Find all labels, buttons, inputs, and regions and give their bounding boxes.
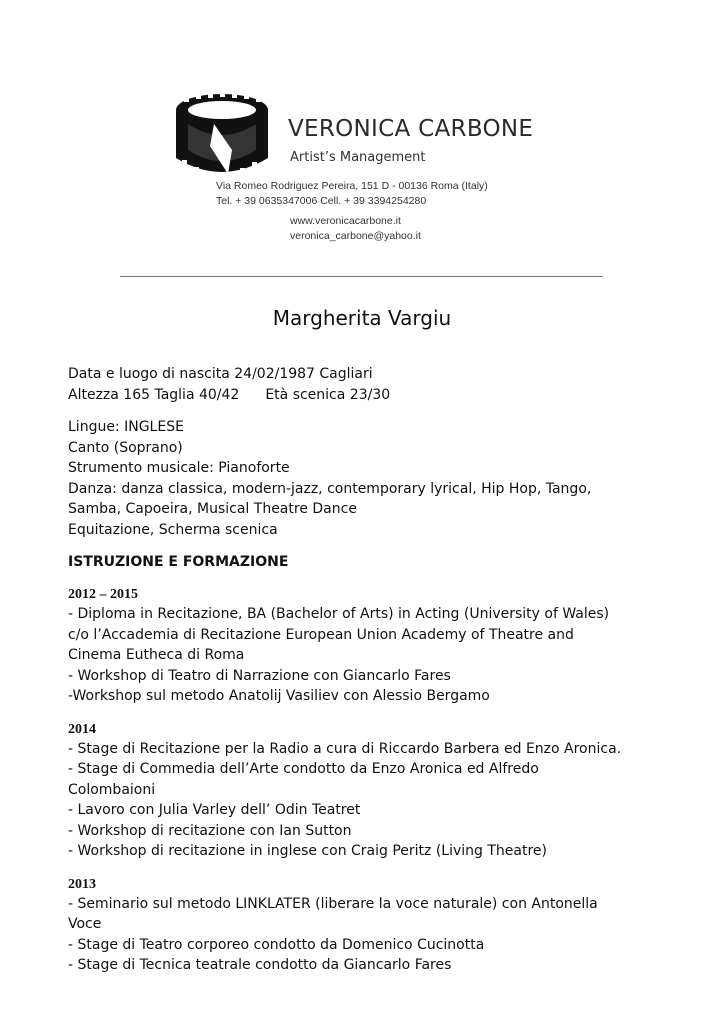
- other-skills: Equitazione, Scherma scenica: [68, 521, 278, 538]
- list-item: - Workshop di Teatro di Narrazione con Giancarlo Fares: [68, 667, 451, 684]
- list-item: - Diploma in Recitazione, BA (Bachelor of Arts) in Acting (University of Wales): [68, 606, 610, 622]
- singing: Canto (Soprano): [68, 439, 183, 456]
- instrument: Strumento musicale: Pianoforte: [68, 460, 290, 476]
- year-heading: 2014: [68, 721, 96, 737]
- agency-email[interactable]: veronica_carbone@yahoo.it: [290, 230, 421, 242]
- stage-age: Età scenica 23/30: [265, 386, 391, 403]
- letterhead: [0, 0, 724, 290]
- header-divider: [120, 276, 603, 277]
- page-title: Margherita Vargiu: [272, 306, 452, 330]
- dance-line-2: Samba, Capoeira, Musical Theatre Dance: [68, 501, 357, 517]
- list-item: - Workshop di recitazione in inglese con Craig Peritz (Living Theatre): [68, 843, 548, 859]
- agency-address: Via Romeo Rodriguez Pereira, 151 D - 00136 Roma (Italy): [216, 180, 488, 192]
- list-item: - Seminario sul metodo LINKLATER (liberare la voce naturale) con Antonella: [68, 895, 598, 912]
- year-heading: 2012 – 2015: [68, 587, 138, 602]
- list-item: c/o l’Accademia di Recitazione European Union Academy of Theatre and: [68, 626, 574, 643]
- size-info: [68, 385, 668, 406]
- education-heading: ISTRUZIONE E FORMAZIONE: [68, 554, 289, 570]
- list-item: - Workshop di recitazione con Ian Sutton: [68, 822, 352, 839]
- dance-line-1: Danza: danza classica, modern-jazz, contemporary lyrical, Hip Hop, Tango,: [68, 480, 592, 497]
- agency-phones: Tel. + 39 0635347006 Cell. + 39 3394254280: [216, 195, 427, 207]
- list-item: - Stage di Tecnica teatrale condotto da Giancarlo Fares: [68, 957, 452, 973]
- list-item: - Stage di Recitazione per la Radio a cura di Riccardo Barbera ed Enzo Aronica.: [68, 740, 622, 757]
- list-item: Cinema Eutheca di Roma: [68, 647, 245, 663]
- list-item: - Stage di Commedia dell’Arte condotto da Enzo Aronica ed Alfredo: [68, 761, 539, 777]
- year-heading: 2013: [68, 876, 96, 892]
- agency-subtitle: Artist’s Management: [290, 150, 426, 165]
- list-item: Colombaioni: [68, 781, 156, 798]
- birth-info: Data e luogo di nascita 24/02/1987 Cagliari: [68, 366, 373, 382]
- list-item: - Lavoro con Julia Varley dell’ Odin Teatret: [68, 802, 361, 818]
- film-reel-logo-icon: [170, 88, 274, 188]
- list-item: - Stage di Teatro corporeo condotto da Domenico Cucinotta: [68, 936, 485, 953]
- agency-website[interactable]: www.veronicacarbone.it: [290, 215, 401, 227]
- cv-body: [68, 364, 668, 976]
- languages: Lingue: INGLESE: [68, 419, 184, 435]
- agency-name: VERONICA CARBONE: [288, 116, 534, 142]
- height-size: Altezza 165 Taglia 40/42: [68, 386, 240, 403]
- list-item: Voce: [68, 916, 102, 932]
- list-item: -Workshop sul metodo Anatolij Vasiliev con Alessio Bergamo: [68, 688, 490, 704]
